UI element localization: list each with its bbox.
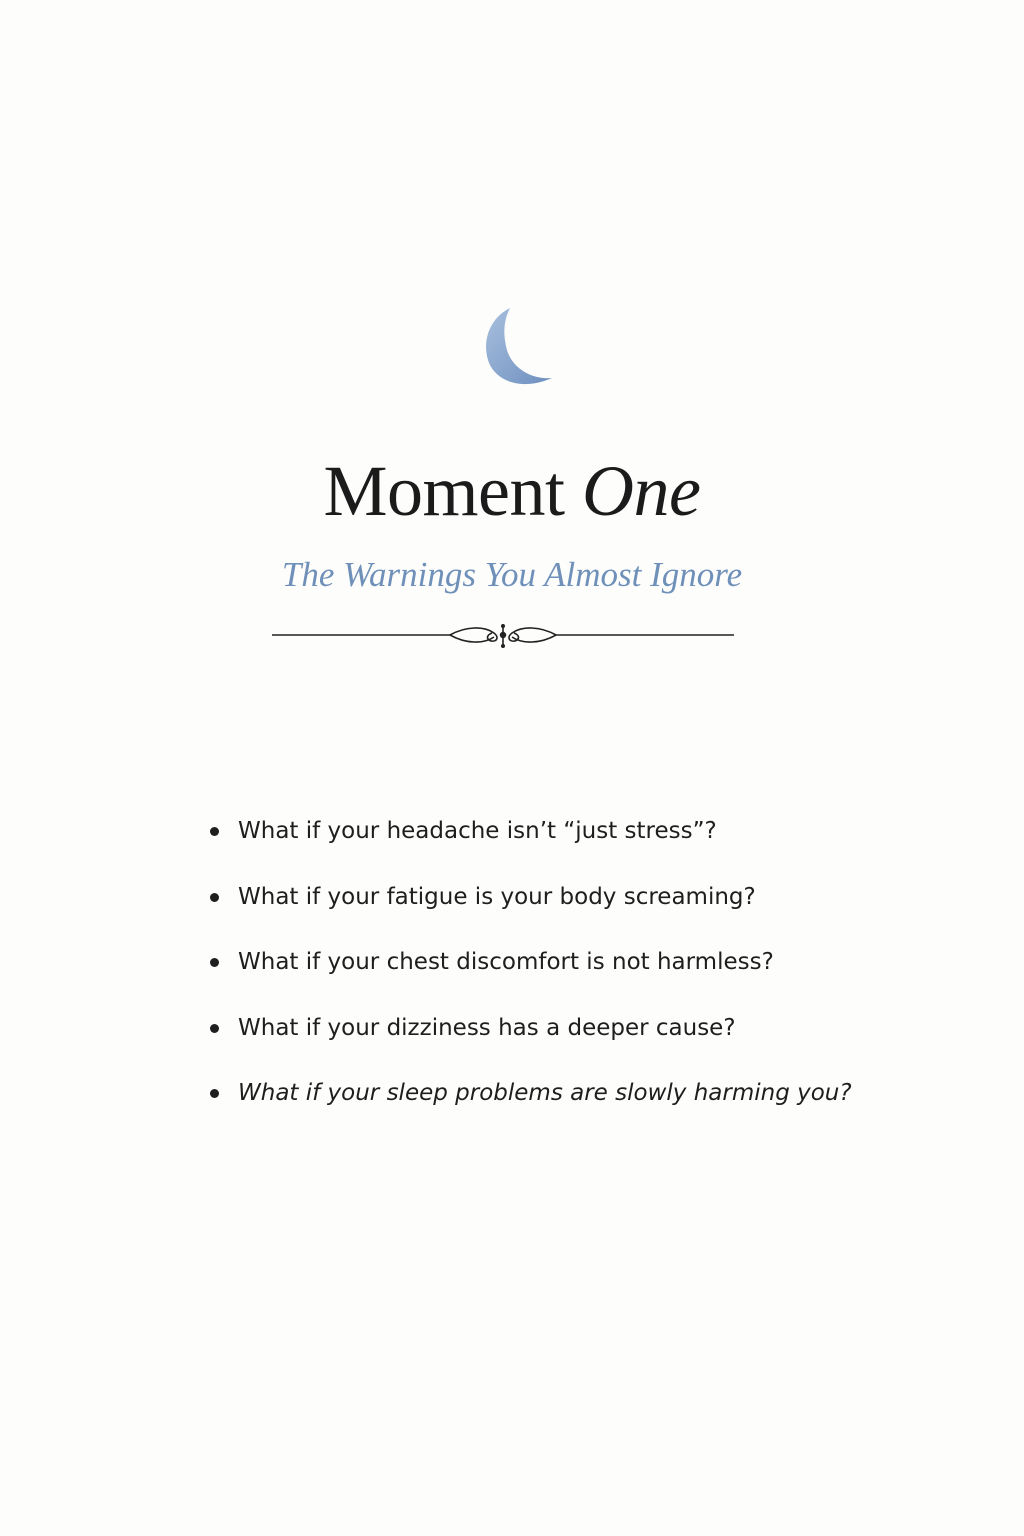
question-text: What if your headache isn’t “just stress”? xyxy=(238,818,717,844)
question-text: What if your sleep problems are slowly harming you? xyxy=(238,1080,852,1106)
bullet-icon xyxy=(210,958,219,967)
crescent-moon-icon xyxy=(480,306,556,388)
list-item xyxy=(206,1003,852,1069)
page-title xyxy=(0,446,1024,536)
bullet-icon xyxy=(210,827,219,836)
list-item xyxy=(206,806,852,872)
bullet-icon xyxy=(210,1024,219,1033)
question-text: What if your chest discomfort is not harmless? xyxy=(238,949,774,975)
title-italic: One xyxy=(582,451,701,531)
title-main: Moment xyxy=(323,451,583,531)
question-text: What if your fatigue is your body screaming? xyxy=(238,883,756,910)
list-item xyxy=(206,937,852,1003)
list-item xyxy=(206,872,852,938)
bullet-icon xyxy=(210,1089,219,1098)
question-text: What if your dizziness has a deeper cause? xyxy=(238,1014,736,1041)
bullet-icon xyxy=(210,893,219,902)
flourish-divider-icon xyxy=(270,620,736,652)
page-subtitle: The Warnings You Almost Ignore xyxy=(281,555,743,594)
question-list xyxy=(206,806,852,1134)
list-item xyxy=(206,1068,852,1134)
